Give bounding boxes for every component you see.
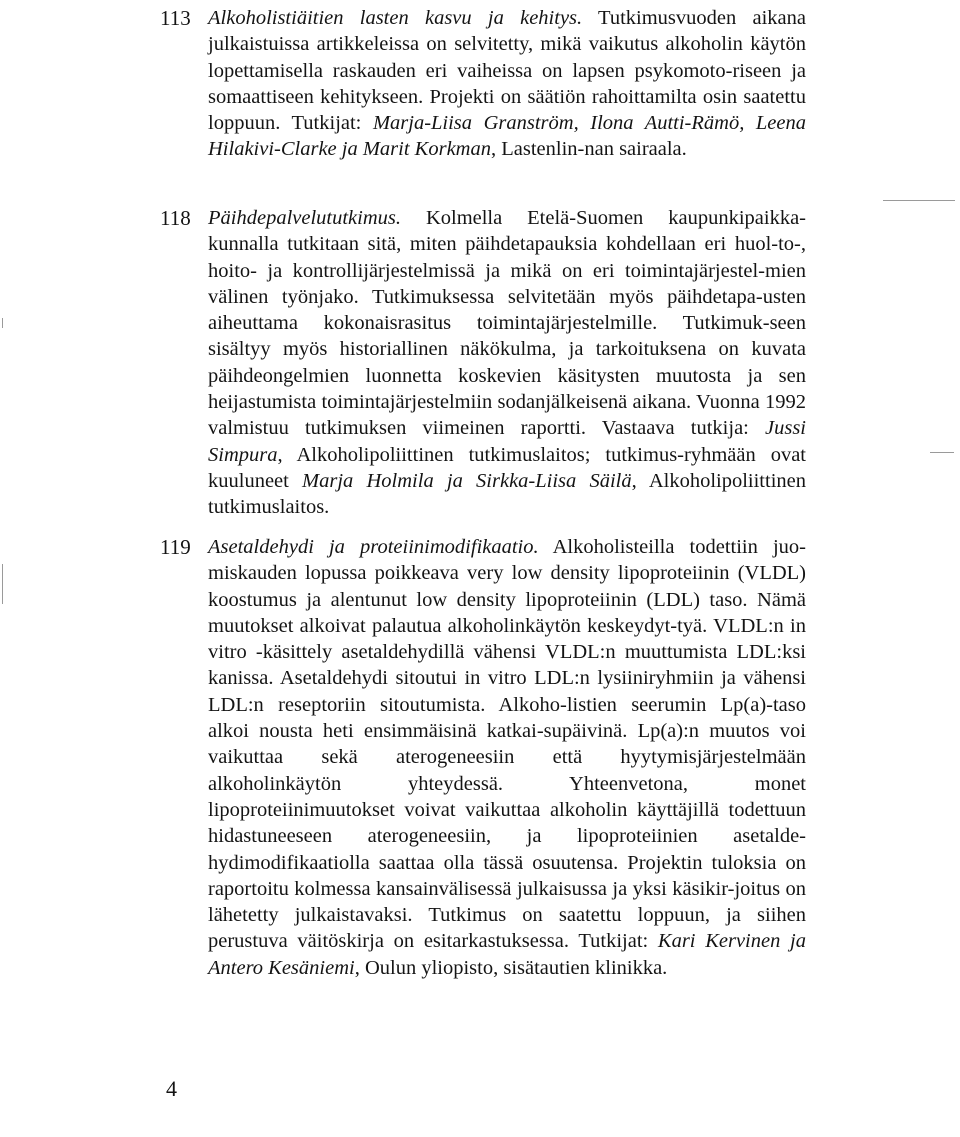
entry-body-text: , Oulun yliopisto, sisätautien klinikka. [354,956,668,979]
entry-title: Päihdepalvelututkimus. [208,207,401,229]
entry-body-text: , Alkoholipoliittinen tutkimuslaitos; tutkimus-ryhmään ovat kuuluneet [208,443,806,492]
researcher-names: Marja Holmila ja Sirkka-Liisa Säilä [302,469,632,492]
entry-title: Alkoholistiäitien lasten kasvu ja kehitys. [208,7,583,29]
scan-mark [2,318,3,328]
researcher-names: Kari Kervinen ja Antero Kesäniemi [208,930,806,979]
entry-number: 119 [160,535,191,559]
entry-text [208,5,806,163]
entry-body-text: , Alkoholipoliittinen tutkimuslaitos. [208,469,806,519]
entry-body-text: , Lastenlin-nan sairaala. [490,138,687,161]
researcher-names: Jussi Simpura [208,417,806,466]
entry-body-text: Tutkimusvuoden aikana julkaistuissa artikkeleissa on selvitetty, mikä vaikutus alkoholin käytön lopettamisella raskauden eri vaiheissa on lapsen psykomoto-riseen ja somaattiseen kehitykseen. Projekti on säätiön rahoittamilta osin saatettu loppuun. Tutkijat: [208,7,806,135]
page-number: 4 [166,1076,177,1101]
entry-body-text: Kolmella Etelä-Suomen kaupunkipaikka-kunnalla tutkitaan sitä, miten päihdetapauksia kohdellaan eri huol-to-, hoito- ja kontrollijärjestelmissä ja mikä on eri toimintajärjestel-mien välinen työnjako. Tutkimuksessa selvitetään myös päihdetapa-usten aiheuttama kokonaisrasitus toimintajärjestelmille. Tutkimuk-seen sisältyy myös historiallinen näkökulma, ja tarkoituksena on kuvata päihdeongelmien luonnetta koskevien käsitysten muutosta ja sen heijastumista toimintajärjestelmiin sodanjälkeisenä aikana. Vuonna 1992 valmistuu tutkimuksen viimeinen raportti. Vastaava tutkija: [208,207,806,440]
scan-mark [2,564,3,604]
entry-body-text: Alkoholisteilla todettiin juo-miskauden lopussa poikkeava very low density lipoproteiinin (VLDL) koostumus ja alentunut low density lipoproteiinin (LDL) taso. Nämä muutokset alkoivat palautua alkoholinkäytön keskeydyt-tyä. VLDL:n in vitro -käsittely asetaldehydillä vähensi VLDL:n muuttumista LDL:ksi kanissa. Asetaldehydi sitoutui in vitro LDL:n lysiiniryhmiin ja vähensi LDL:n reseptoriin sitoutumista. Alkoho-listien seerumin Lp(a)-taso alkoi nousta heti ensimmäisinä katkai-supäivinä. Lp(a):n muutos voi vaikuttaa sekä aterogeneesiin että hyytymisjärjestelmään alkoholinkäytön yhteydessä. Yhteenvetona, monet lipoproteiinimuutokset voivat vaikuttaa alkoholin käyttäjillä todettuun hidastuneeseen aterogeneesiin, ja lipoproteiinien asetalde-hydimodifikaatiolla saattaa olla tässä osuutensa. Projektin tuloksia on raportoitu kolmessa kansainvälisessä julkaisussa ja yksi käsikir-joitus on lähetetty julkaistavaksi. Tutkimus on saatettu loppuun, ja siihen perustuva väitöskirja on esitarkastuksessa. Tutkijat: [208,536,806,953]
entry-text [208,534,806,981]
researcher-names: Marja-Liisa Granström, Ilona Autti-Rämö, Leena Hilakivi-Clarke ja Marit Korkman [208,112,806,161]
entry-text [208,205,806,521]
scan-mark [883,200,955,201]
entry-title: Asetaldehydi ja proteiinimodifikaatio. [208,536,539,558]
entry-number: 113 [160,6,191,30]
entry-number: 118 [160,206,191,230]
scan-mark [930,452,954,453]
